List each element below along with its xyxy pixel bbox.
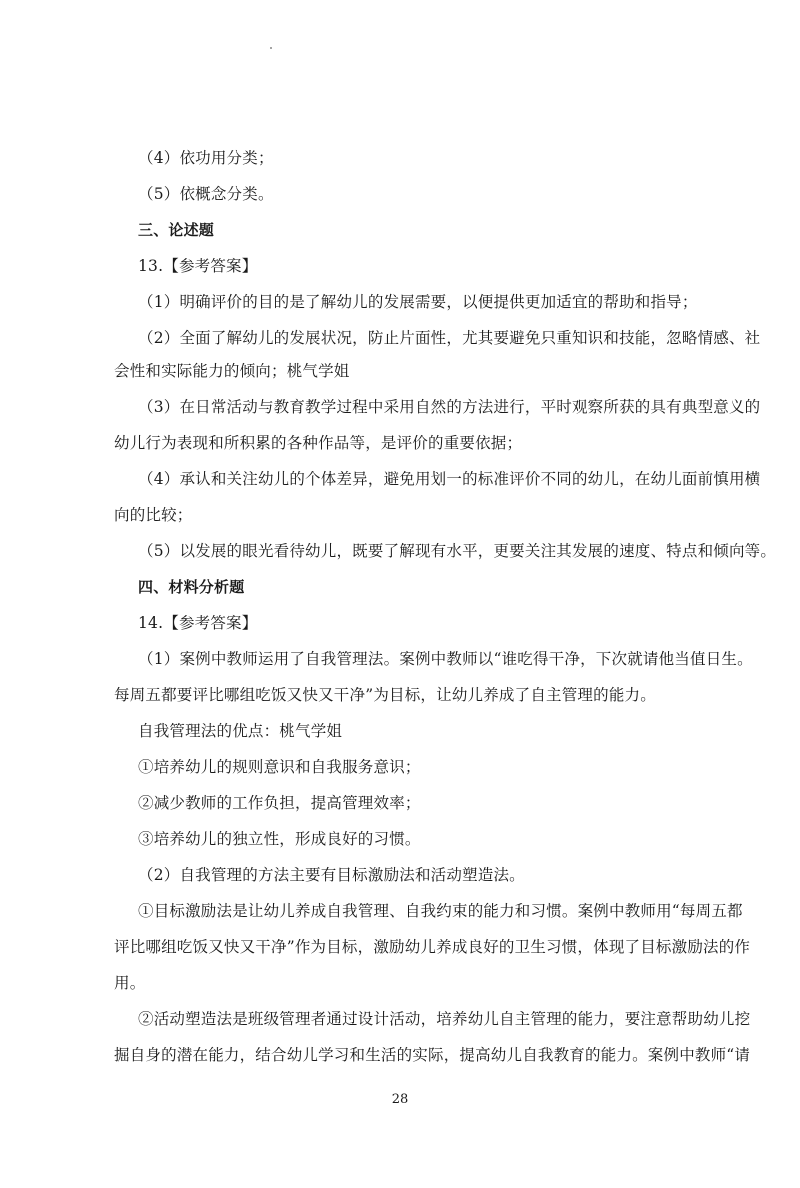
advantage-2: ②减少教师的工作负担，提高管理效率； [138,794,421,812]
goal-incentive-line-3: 用。 [114,974,146,992]
goal-incentive-line-1: ①目标激励法是让幼儿养成自我管理、自我约束的能力和习惯。案例中教师用“每周五都 [138,902,743,920]
activity-shaping-line-2: 掘自身的潜在能力，结合幼儿学习和生活的实际，提高幼儿自我教育的能力。案例中教师“请 [114,1046,751,1064]
scan-speck [270,47,272,49]
answer-13-point-4-line-1: （4）承认和关注幼儿的个体差异，避免用划一的标准评价不同的幼儿，在幼儿面前慎用横 [138,470,761,488]
answer-13-point-3-line-2: 幼儿行为表现和所积累的各种作品等，是评价的重要依据； [114,434,523,452]
activity-shaping-line-1: ②活动塑造法是班级管理者通过设计活动，培养幼儿自主管理的能力，要注意帮助幼儿挖 [138,1010,751,1028]
answer-13-point-5: （5）以发展的眼光看待幼儿，既要了解现有水平，更要关注其发展的速度、特点和倾向等。 [138,542,777,560]
answer-14-point-1-line-2: 每周五都要评比哪组吃饭又快又干净”为目标，让幼儿养成了自主管理的能力。 [114,686,656,704]
answer-label-13: 13.【参考答案】 [138,257,258,275]
section-heading-essay: 三、论述题 [138,221,215,239]
answer-label-14: 14.【参考答案】 [138,614,258,632]
page-number: 28 [391,1092,409,1107]
advantage-3: ③培养幼儿的独立性，形成良好的习惯。 [138,830,421,848]
answer-14-point-1-line-1: （1）案例中教师运用了自我管理法。案例中教师以“谁吃得干净，下次就请他当值日生。 [138,650,753,668]
answer-14-point-2: （2）自我管理的方法主要有目标激励法和活动塑造法。 [138,866,525,884]
answer-13-point-2-line-2: 会性和实际能力的倾向；桃气学姐 [114,362,350,380]
self-management-advantages-heading: 自我管理法的优点：桃气学姐 [138,722,343,740]
answer-13-point-3-line-1: （3）在日常活动与教育教学过程中采用自然的方法进行，平时观察所获的具有典型意义的 [138,398,761,416]
list-item-4-functional-classification: （4）依功用分类； [138,149,274,167]
answer-13-point-1: （1）明确评价的目的是了解幼儿的发展需要，以便提供更加适宜的帮助和指导； [138,293,698,311]
section-heading-material-analysis: 四、材料分析题 [138,578,245,596]
advantage-1: ①培养幼儿的规则意识和自我服务意识； [138,758,421,776]
list-item-5-concept-classification: （5）依概念分类。 [138,185,274,203]
answer-13-point-4-line-2: 向的比较； [114,506,193,524]
goal-incentive-line-2: 评比哪组吃饭又快又干净”作为目标，激励幼儿养成良好的卫生习惯，体现了目标激励法的作 [114,938,751,956]
answer-13-point-2-line-1: （2）全面了解幼儿的发展状况，防止片面性，尤其要避免只重知识和技能，忽略情感、社 [138,329,761,347]
